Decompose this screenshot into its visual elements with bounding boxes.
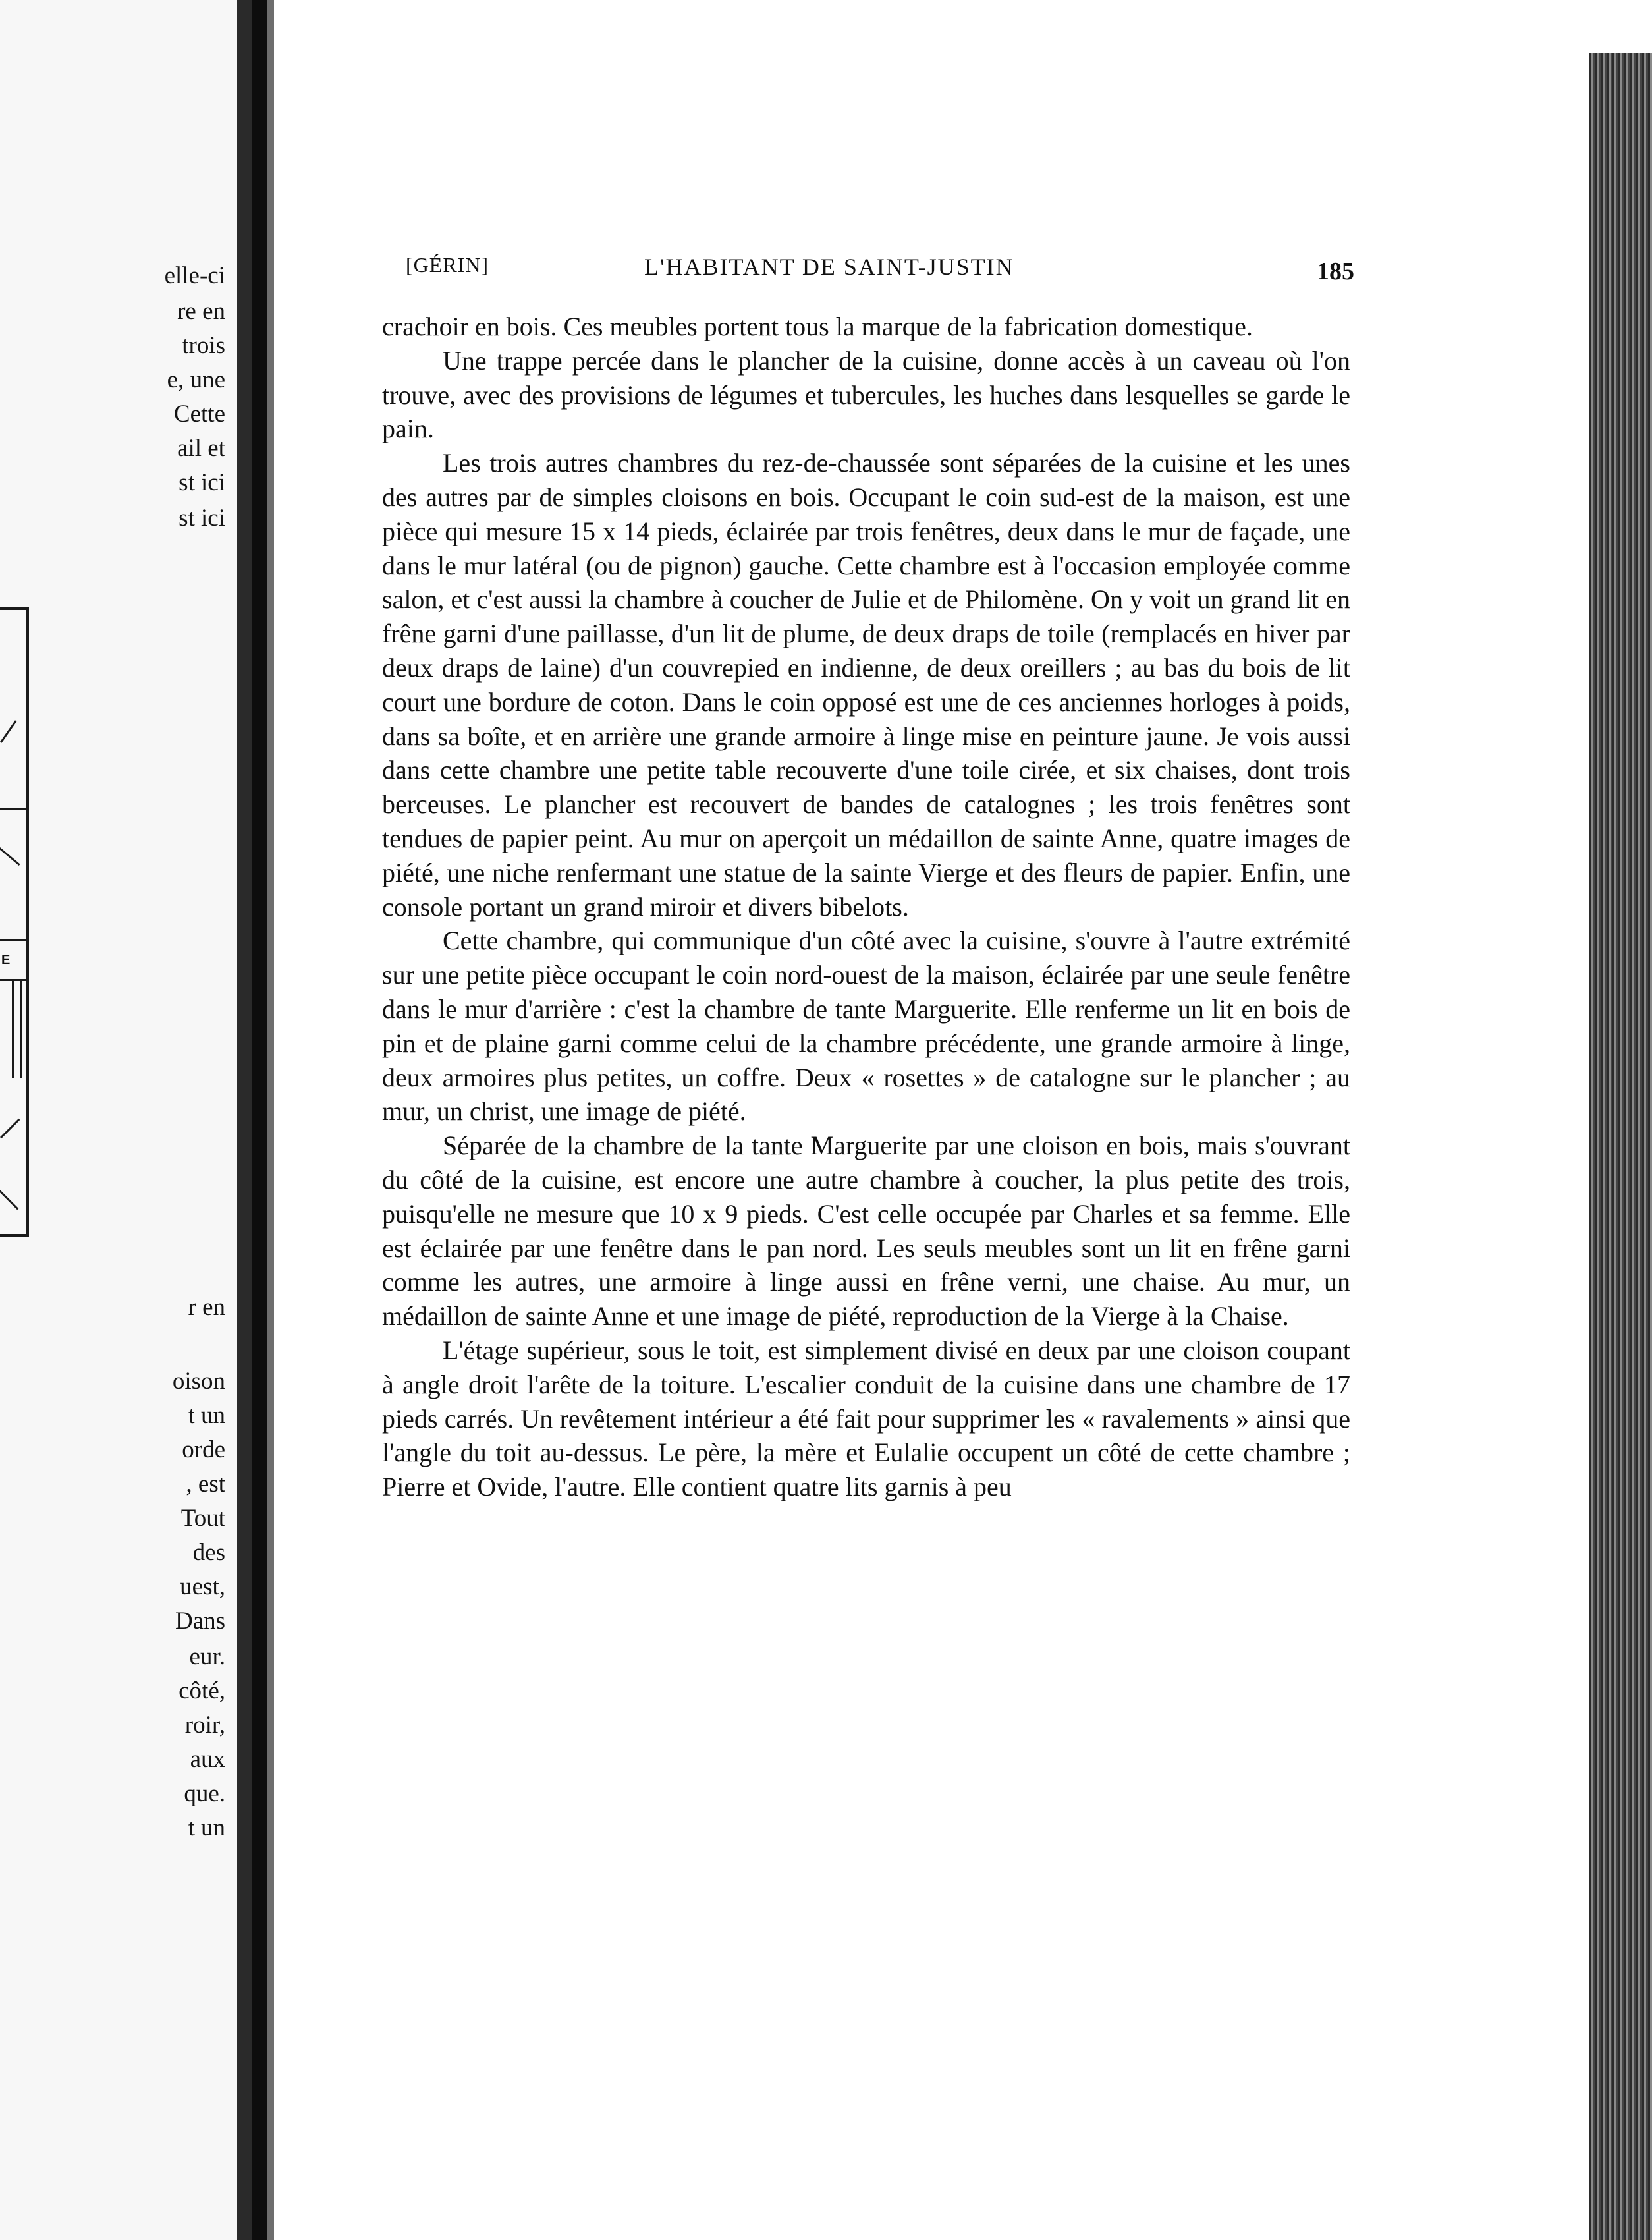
left-page-text: , est	[186, 1470, 225, 1498]
left-page-fragment	[0, 0, 237, 2240]
left-page-text: côté,	[179, 1677, 225, 1704]
left-page-text: roir,	[184, 1712, 225, 1739]
left-page-text: uest,	[180, 1573, 225, 1600]
book-gutter	[252, 0, 267, 2240]
left-page-text: orde	[182, 1436, 225, 1463]
running-head-author: [GÉRIN]	[406, 253, 489, 277]
floor-plan-label: E	[1, 953, 11, 967]
body-text	[382, 310, 1350, 1504]
left-page-text: des	[192, 1539, 225, 1566]
left-page-text: t un	[188, 1402, 225, 1429]
running-header	[406, 253, 1354, 293]
page-edge	[1589, 0, 1652, 53]
left-page-text: t un	[188, 1814, 225, 1841]
left-page-text: ail et	[177, 435, 225, 462]
left-page-text: oison	[172, 1368, 225, 1395]
left-page-text: aux	[190, 1746, 225, 1773]
page-number: 185	[1317, 258, 1354, 285]
left-page-text: que.	[184, 1780, 225, 1807]
left-page-text: Tout	[180, 1505, 225, 1532]
paragraph: Cette chambre, qui communique d'un côté avec la cuisine, s'ouvre à l'autre extrémité sur une petite pièce occupant le coin nord-ouest de la maison, éclairée par une seule fenêtre dans le mur d'arrière : c'est la chambre de tante Marguerite. Elle renferme un lit en bois de pin et de plaine garni comme celui de la chambre précédente, une grande armoire à linge, deux armoires plus petites, un coffre. Deux « rosettes » de catalogne sur le plancher ; au mur, un christ, une image de piété.	[382, 926, 1350, 1127]
paragraph: Les trois autres chambres du rez-de-chaussée sont séparées de la cuisine et les unes des autres par de simples cloisons en bois. Occupant le coin sud-est de la maison, est une pièce qui mesure 15 x 14 pieds, éclairée par trois fenêtres, deux dans le mur de façade, une dans le mur latéral (ou de pignon) gauche. Cette chambre est à l'occasion employée comme salon, et c'est aussi la chambre à coucher de Julie et de Philomène. On y voit un grand lit en frêne garni d'une paillasse, d'un lit de plume, de deux draps de toile (remplacés en hiver par deux draps de laine) d'un couvrepied en indienne, de deux oreillers ; au bas du bois de lit court une bordure de coton. Dans le coin opposé est une de ces anciennes horloges à poids, dans sa boîte, et en arrière une grande armoire à linge mise en peinture jaune. Je vois aussi dans cette chambre une petite table recouverte d'une toile cirée, et six chaises, dont trois berceuses. Le plancher est recouvert de bandes de catalognes ; les trois fenêtres sont tendues de papier peint. Au mur on aperçoit un médaillon de sainte Anne, quatre images de piété, une niche renfermant une statue de la sainte Vierge et des fleurs de papier. Enfin, une console portant un grand miroir et divers bibelots.	[382, 448, 1350, 922]
left-page-text: e, une	[167, 366, 225, 393]
left-page-text: elle-ci	[164, 262, 225, 289]
paragraph: L'étage supérieur, sous le toit, est simplement divisé en deux par une cloison coupant à angle droit l'arête de la toiture. L'escalier conduit de la cuisine dans une chambre de 17 pieds carrés. Un revêtement intérieur a été fait pour supprimer les « ravalements » ainsi que l'angle du toit au-dessus. Le père, la mère et Eulalie occupent un côté de cette chambre ; Pierre et Ovide, l'autre. Elle contient quatre lits garnis à peu	[382, 1335, 1350, 1502]
running-head-title: L'HABITANT DE SAINT-JUSTIN	[644, 254, 1014, 280]
left-page-text: trois	[182, 332, 225, 359]
left-page-text: st ici	[179, 469, 225, 496]
left-page-text: r en	[188, 1294, 225, 1321]
floor-plan-fragment	[0, 607, 29, 1237]
page-stack-edge	[1589, 53, 1652, 2240]
book-gutter	[267, 0, 274, 2240]
left-page-text: Cette	[173, 401, 225, 428]
left-page-text: Dans	[175, 1608, 225, 1635]
paragraph: crachoir en bois. Ces meubles portent tous la marque de la fabrication domestique.	[382, 312, 1253, 341]
book-gutter	[237, 0, 252, 2240]
paragraph: Séparée de la chambre de la tante Marguerite par une cloison en bois, mais s'ouvrant du côté de la cuisine, est encore une autre chambre à coucher, la plus petite des trois, puisqu'elle ne mesure que 10 x 9 pieds. C'est celle occupée par Charles et sa femme. Elle est éclairée par une fenêtre dans le pan nord. Les seuls meubles sont un lit en frêne garni comme les autres, une armoire à linge aussi en frêne verni, une chaise. Au mur, un médaillon de sainte Anne et une image de piété, reproduction de la Vierge à la Chaise.	[382, 1131, 1350, 1331]
left-page-text: eur.	[189, 1643, 225, 1670]
left-page-text: re en	[177, 298, 225, 325]
paragraph: Une trappe percée dans le plancher de la cuisine, donne accès à un caveau où l'on trouve, avec des provisions de légumes et tubercules, les huches dans lesquelles se garde le pain.	[382, 345, 1350, 444]
left-page-text: st ici	[179, 505, 225, 532]
